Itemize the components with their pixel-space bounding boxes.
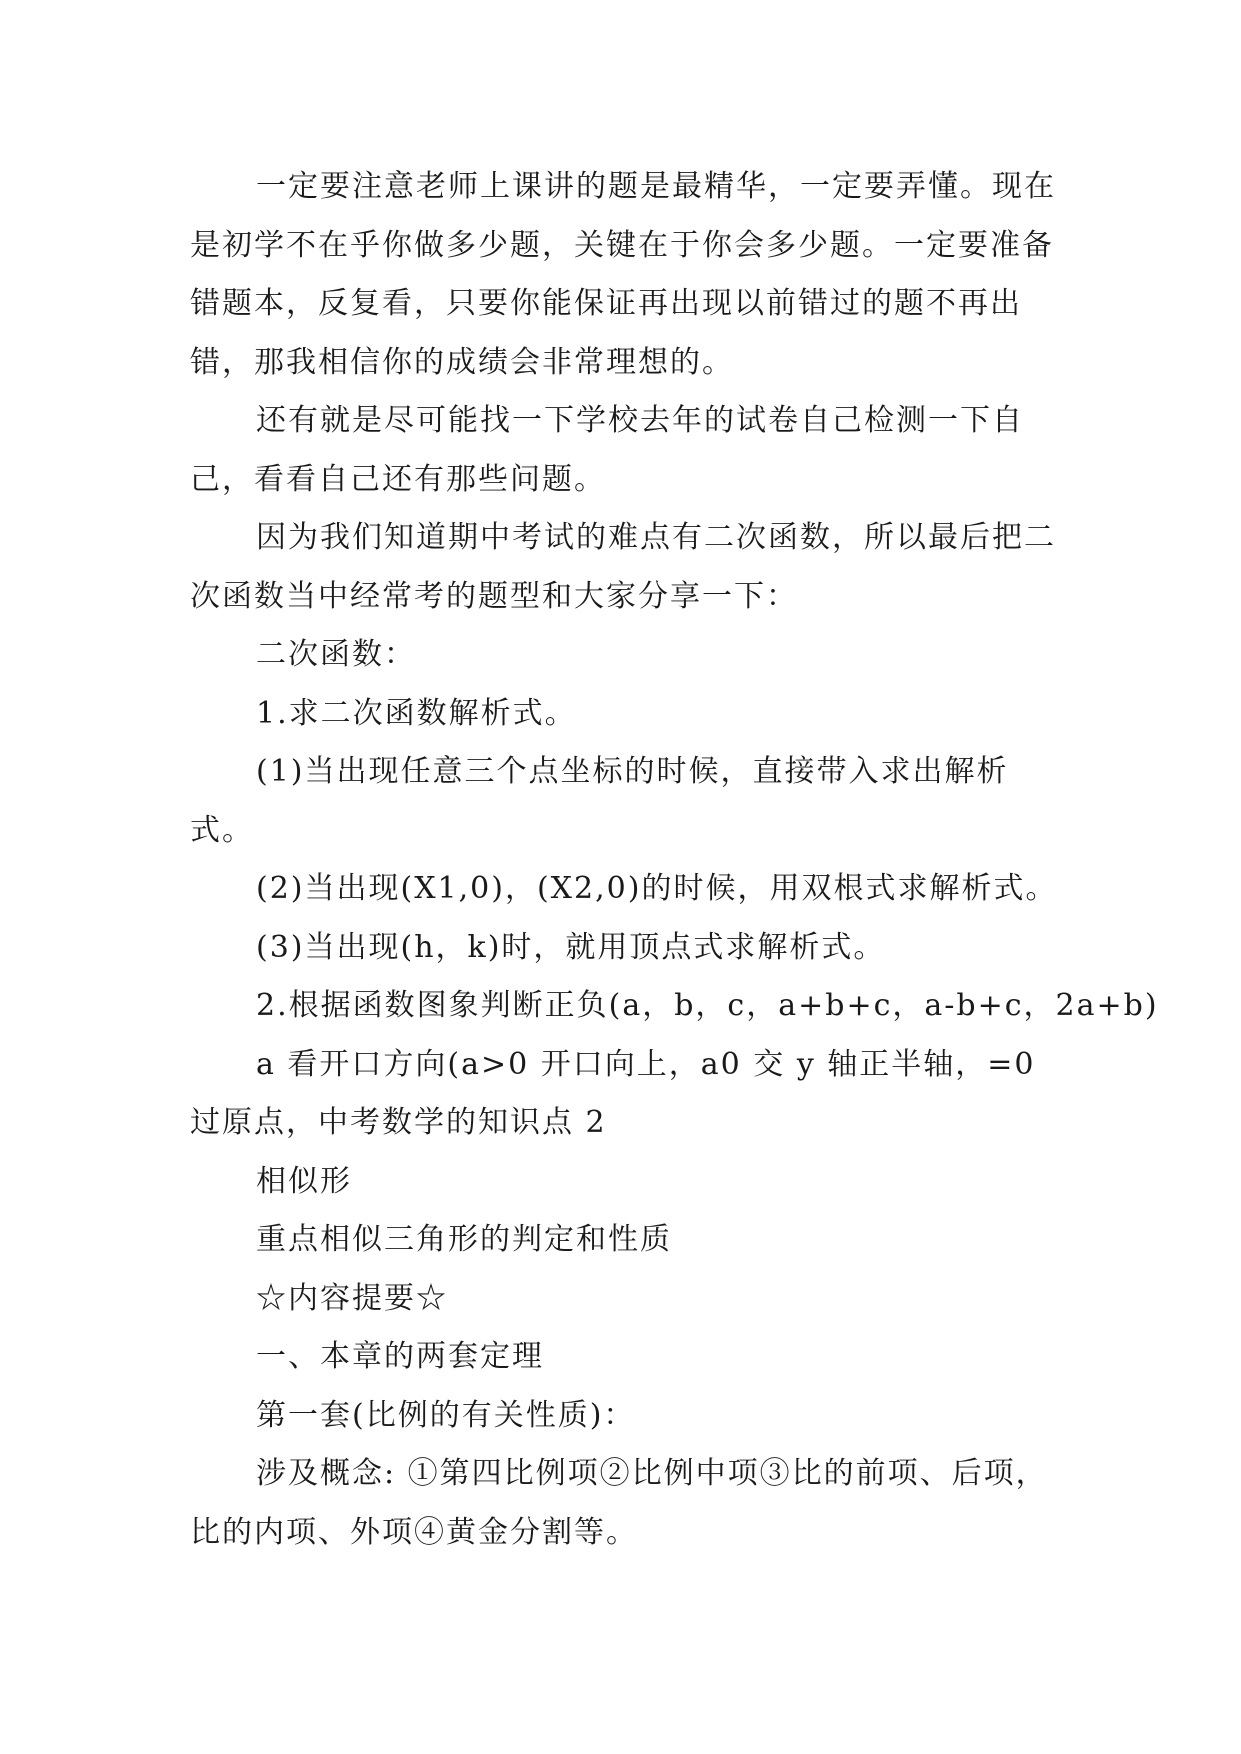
item-sign-judgement: 2.根据函数图象判断正负(a，b，c，a+b+c，a-b+c，2a+b): [256, 988, 1159, 1023]
paragraph-concepts: 涉及概念: ①第四比例项②比例中项③比的前项、后项，比的内项、外项④黄金分割等。: [190, 1456, 1048, 1550]
paragraph-key-point: 重点相似三角形的判定和性质: [256, 1222, 672, 1257]
subitem-vertex-form: (3)当出现(h，k)时，就用顶点式求解析式。: [256, 929, 886, 965]
paragraph-study-advice: 一定要注意老师上课讲的题是最精华，一定要弄懂。现在是初学不在乎你做多少题，关键在于你会多少题。一定要准备错题本，反复看，只要你能保证再出现以前错过的题不再出错，那我相信你的成绩会非常理想的。: [190, 169, 1056, 380]
subitem-three-points: (1)当出现任意三个点坐标的时候，直接带入求出解析式。: [190, 754, 1009, 848]
paragraph-past-exams: 还有就是尽可能找一下学校去年的试卷自己检测一下自己，看看自己还有那些问题。: [190, 403, 1024, 497]
document-body: [190, 158, 1159, 1562]
heading-content-summary: ☆内容提要☆: [256, 1280, 448, 1316]
item-find-expression: 1.求二次函数解析式。: [256, 695, 577, 731]
heading-quadratic-function: 二次函数：: [256, 637, 416, 672]
heading-similar-figures: 相似形: [256, 1163, 352, 1199]
paragraph-quadratic-intro: 因为我们知道期中考试的难点有二次函数，所以最后把二次函数当中经常考的题型和大家分享一下：: [190, 520, 1056, 614]
heading-first-set: 第一套(比例的有关性质)：: [256, 1397, 636, 1433]
paragraph-opening-direction: a 看开口方向(a>0 开口向上，a0 交 y 轴正半轴，=0 过原点，中考数学的知识点 2: [190, 1046, 1036, 1140]
heading-two-theorems: 一、本章的两套定理: [256, 1339, 544, 1374]
subitem-double-root: (2)当出现(X1,0)，(X2,0)的时候，用双根式求解析式。: [256, 871, 1058, 906]
